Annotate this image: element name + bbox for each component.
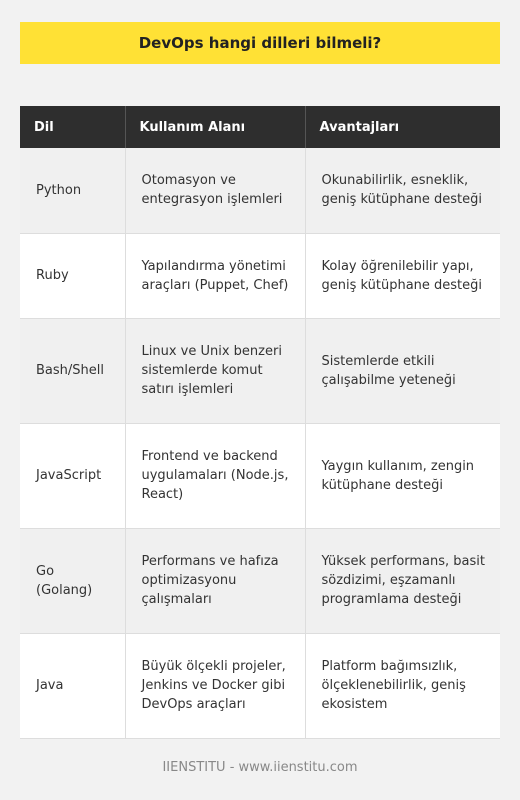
header-language: Dil <box>20 106 125 148</box>
cell-advantages: Platform bağımsızlık, ölçeklenebilirlik, geniş ekosistem <box>305 633 500 738</box>
header-advantages: Avantajları <box>305 106 500 148</box>
cell-advantages: Okunabilirlik, esneklik, geniş kütüphane desteği <box>305 148 500 233</box>
cell-usage: Otomasyon ve entegrasyon işlemleri <box>125 148 305 233</box>
cell-language: Ruby <box>20 233 125 318</box>
cell-language: Bash/Shell <box>20 318 125 423</box>
page-title: DevOps hangi dilleri bilmeli? <box>20 22 500 64</box>
table-row <box>20 318 500 423</box>
cell-usage: Performans ve hafıza optimizasyonu çalışmaları <box>125 528 305 633</box>
languages-table <box>20 106 500 739</box>
cell-usage: Linux ve Unix benzeri sistemlerde komut satırı işlemleri <box>125 318 305 423</box>
cell-advantages: Kolay öğrenilebilir yapı, geniş kütüphane desteği <box>305 233 500 318</box>
cell-usage: Yapılandırma yönetimi araçları (Puppet, Chef) <box>125 233 305 318</box>
header-usage: Kullanım Alanı <box>125 106 305 148</box>
table-row <box>20 423 500 528</box>
cell-usage: Büyük ölçekli projeler, Jenkins ve Docker gibi DevOps araçları <box>125 633 305 738</box>
table-header-row <box>20 106 500 148</box>
cell-usage: Frontend ve backend uygulamaları (Node.js, React) <box>125 423 305 528</box>
cell-advantages: Yüksek performans, basit sözdizimi, eşzamanlı programlama desteği <box>305 528 500 633</box>
cell-language: Java <box>20 633 125 738</box>
table-row <box>20 233 500 318</box>
cell-language: Python <box>20 148 125 233</box>
cell-advantages: Sistemlerde etkili çalışabilme yeteneği <box>305 318 500 423</box>
table-row <box>20 528 500 633</box>
footer-credit: IIENSTITU - www.iienstitu.com <box>162 760 358 775</box>
cell-language: Go (Golang) <box>20 528 125 633</box>
table-row <box>20 633 500 738</box>
cell-language: JavaScript <box>20 423 125 528</box>
cell-advantages: Yaygın kullanım, zengin kütüphane desteği <box>305 423 500 528</box>
table-row <box>20 148 500 233</box>
